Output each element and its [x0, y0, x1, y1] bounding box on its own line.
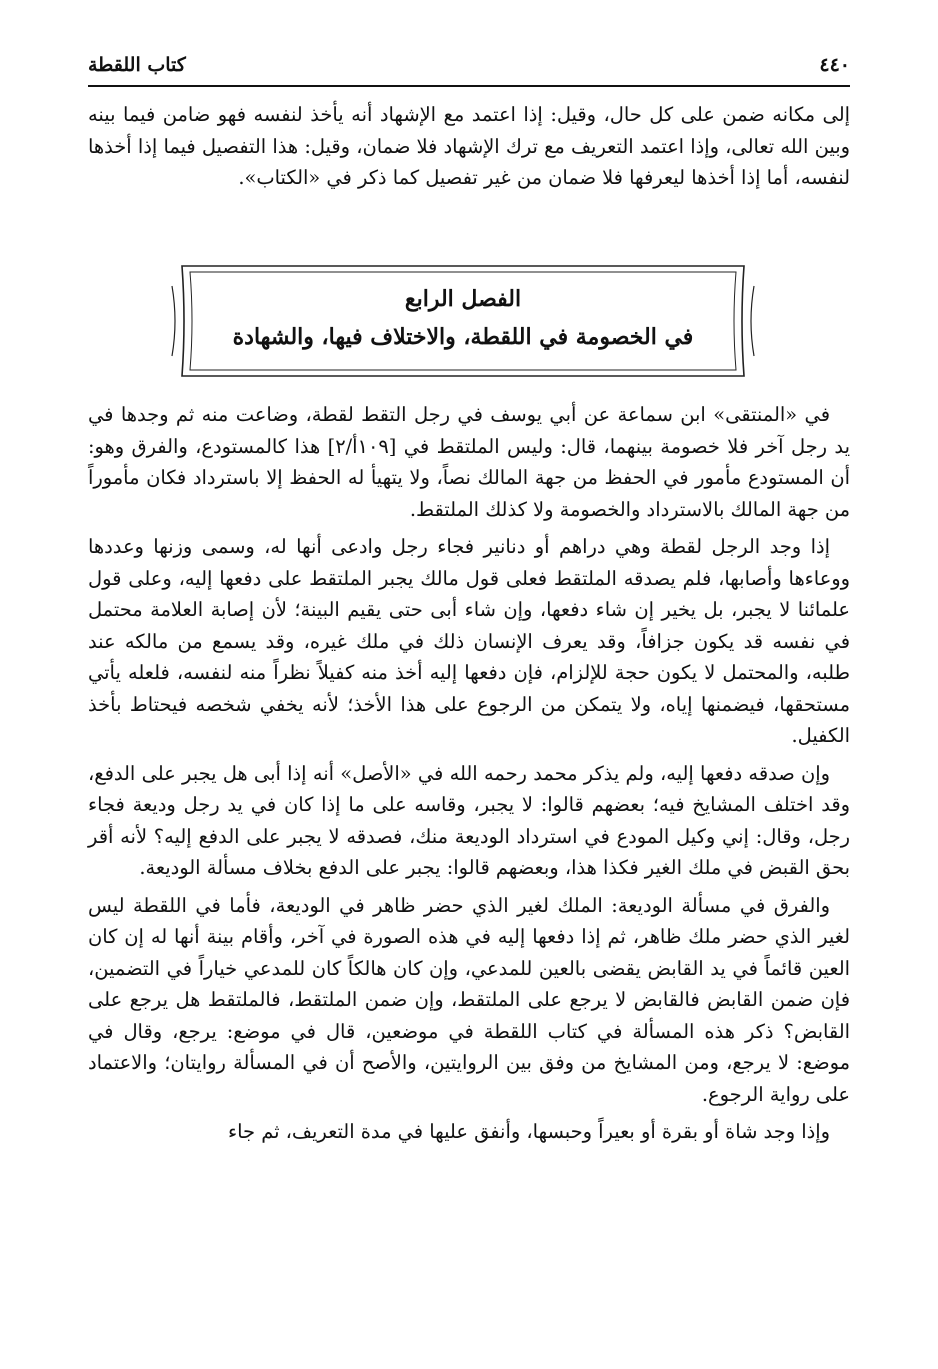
page-number: ٤٤٠: [819, 54, 850, 76]
paragraph: والفرق في مسألة الوديعة: الملك لغير الذي حضر ظاهر في الوديعة، فأما في اللقطة ليس لغير الذي حضر ملك ظاهر، ثم إذا دفعها إليه في هذه الصورة في آخر، وأقام بينة أنها له إن كان العين قائماً في يد القابض يقضى بالعين للمدعي، وإن كان هالكاً كان للمدعي خياراً في التضمين، فإن ضمن القابض فالقابض لا يرجع على الملتقط، وإن ضمن الملتقط، فالملتقط هل يرجع على القابض؟ ذكر هذه المسألة في كتاب اللقطة في موضعين، قال في موضع: يرجع، وقال في موضع: لا يرجع، ومن المشايخ من وفق بين الروايتين، والأصح أن في المسألة روايتان؛ والاعتماد على رواية الرجوع.: [88, 893, 850, 1106]
header-rule: [88, 85, 850, 87]
book-title: كتاب اللقطة: [88, 54, 186, 76]
paragraph: وإن صدقه دفعها إليه، ولم يذكر محمد رحمه الله في «الأصل» أنه إذا أبى هل يجبر على الدفع، وقد اختلف المشايخ فيه؛ بعضهم قالوا: لا يجبر، وقاسه على ما إذا كان في يد رجل وديعة فجاء رجل، وقال: إني وكيل المودع في استرداد الوديعة منك، فصدقه لا يجبر على الدفع إليه؟ لأنه أقر بحق القبض في ملك الغير فكذا هذا، وبعضهم قالوا: يجبر على الدفع بخلاف مسألة الوديعة.: [88, 761, 850, 879]
chapter-heading-frame: [168, 262, 758, 380]
ornamental-frame: [168, 262, 758, 380]
intro-paragraph: إلى مكانه ضمن على كل حال، وقيل: إذا اعتمد مع الإشهاد أنه يأخذ لنفسه فهو ضامن فيما بينه وبين الله تعالى، وإذا اعتمد التعريف مع ترك الإشهاد فلا ضمان، وقيل: هذا التفصيل فيما إذا أخذها لنفسه، أما إذا أخذها ليعرفها فلا ضمان من غير تفصيل كما ذكر في «الكتاب».: [88, 103, 850, 189]
intro-text: [88, 99, 850, 200]
main-text: [88, 399, 850, 1154]
paragraph: وإذا وجد شاة أو بقرة أو بعيراً وحبسها، وأنفق عليها في مدة التعريف، ثم جاء: [228, 1120, 830, 1143]
paragraph: إذا وجد الرجل لقطة وهي دراهم أو دنانير فجاء رجل وادعى أنها له، وسمى وزنها وعددها ووعاءها وأصابها، فلم يصدقه الملتقط فعلى قول مالك يجبر الملتقط على دفعها إليه، وعلى قول علمائنا لا يجبر، بل يخير إن شاء دفعها، وإن شاء أبى حتى يقيم البينة؛ لأن إصابة العلامة محتمل في نفسه قد يكون جزافاً، وقد يعرف الإنسان ذلك في ملك غيره، وقد يسمع من مالكه عند طلبه، والمحتمل لا يكون حجة للإلزام، فإن دفعها إليه أخذ منه كفيلاً نظراً منه لنفسه، فلعله يأتي مستحقها، فيضمنها إياه، ولا يتمكن من الرجوع على هذا الأخذ؛ لأنه يخفي شخصه فيحتاط بأخذ الكفيل.: [88, 535, 850, 747]
chapter-title: الفصل الرابع: [404, 286, 522, 312]
paragraph: في «المنتقى» ابن سماعة عن أبي يوسف في رجل التقط لقطة، وضاعت منه ثم وجدها في يد رجل آخر فلا خصومة بينهما، قال: وليس الملتقط في [١٠٩أ/٢] هذا كالمستودع، والفرق وهو: أن المستودع مأمور في الحفظ من جهة المالك نصاً، ولا يتهيأ له الحفظ إلا باسترداد فكان مأموراً من جهة المالك بالاسترداد والخصومة ولا كذلك الملتقط.: [88, 403, 850, 521]
chapter-subtitle: في الخصومة في اللقطة، والاختلاف فيها، والشهادة: [232, 324, 694, 350]
running-header: [88, 44, 850, 76]
